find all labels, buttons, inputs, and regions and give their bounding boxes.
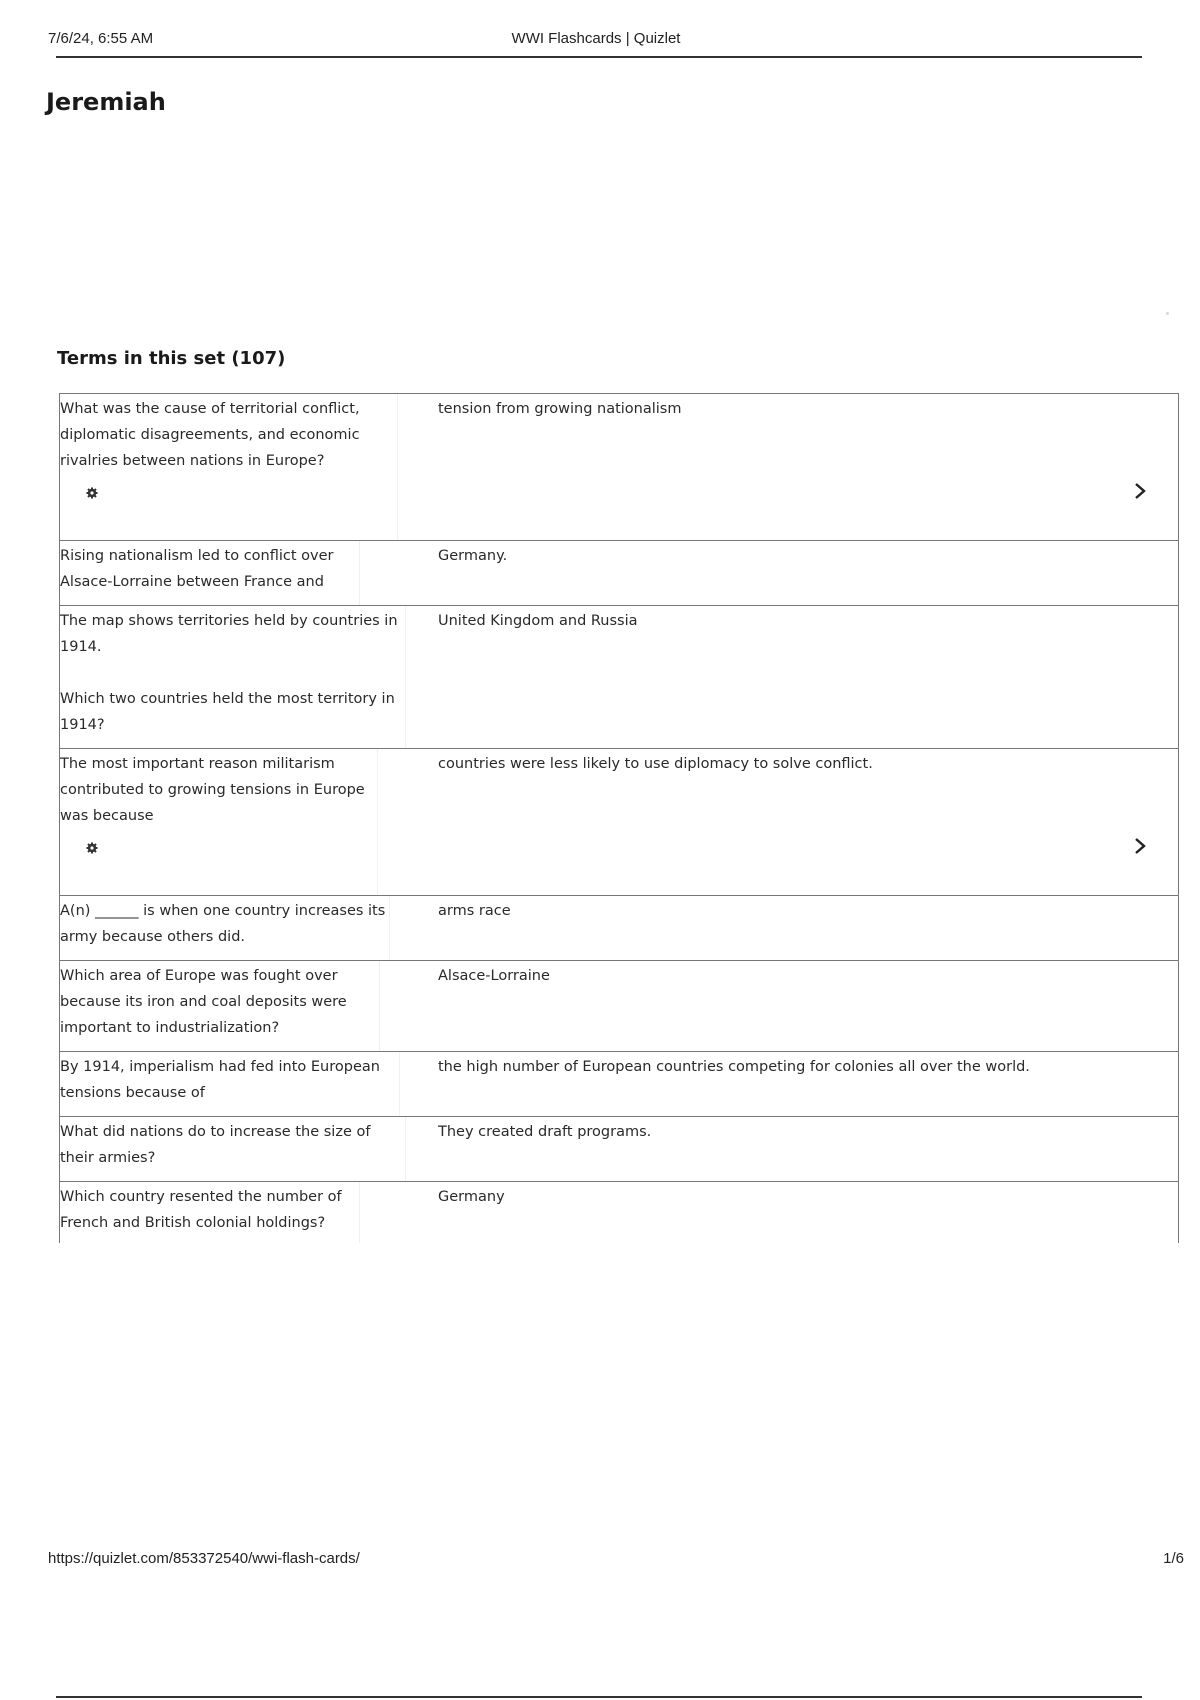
term-text: By 1914, imperialism had fed into European tensions because of bbox=[60, 1052, 400, 1116]
terms-table bbox=[59, 393, 1179, 1243]
definition-text: countries were less likely to use diplomacy to solve conflict. bbox=[438, 756, 873, 772]
definition-text: They created draft programs. bbox=[438, 1124, 652, 1140]
definition-text: United Kingdom and Russia bbox=[438, 613, 638, 629]
term-text: What did nations do to increase the size of their armies? bbox=[60, 1117, 406, 1181]
term-text: A(n) ______ is when one country increases its army because others did. bbox=[60, 896, 390, 960]
term-text: The map shows territories held by countries in 1914. Which two countries held the most territory in 1914? bbox=[60, 606, 406, 748]
decorative-dot bbox=[1166, 312, 1169, 315]
definition-text: arms race bbox=[438, 903, 511, 919]
term-text: What was the cause of territorial conflict, diplomatic disagreements, and economic rivalries between nations in Europe? bbox=[60, 394, 398, 540]
gear-icon bbox=[86, 487, 98, 499]
table-row bbox=[60, 961, 1178, 1052]
page-url: https://quizlet.com/853372540/wwi-flash-cards/ bbox=[48, 1550, 360, 1567]
table-row bbox=[60, 1182, 1178, 1243]
document-title: WWI Flashcards | Quizlet bbox=[511, 30, 681, 47]
user-name: Jeremiah bbox=[46, 88, 166, 116]
table-row bbox=[60, 394, 1178, 541]
print-header bbox=[48, 28, 1144, 58]
print-date: 7/6/24, 6:55 AM bbox=[48, 30, 154, 47]
chevron-right-icon[interactable] bbox=[1133, 482, 1147, 500]
table-row bbox=[60, 749, 1178, 896]
term-text: Which country resented the number of French and British colonial holdings? bbox=[60, 1182, 360, 1243]
definition-text: Germany bbox=[438, 1189, 505, 1205]
term-text: Which area of Europe was fought over because its iron and coal deposits were important to industrialization? bbox=[60, 961, 380, 1051]
definition-text: the high number of European countries competing for colonies all over the world. bbox=[438, 1059, 1030, 1075]
table-row bbox=[60, 606, 1178, 749]
chevron-right-icon[interactable] bbox=[1133, 837, 1147, 855]
page-number: 1/6 bbox=[1163, 1550, 1184, 1567]
table-row bbox=[60, 541, 1178, 606]
definition-text: Germany. bbox=[438, 548, 508, 564]
terms-heading: Terms in this set (107) bbox=[57, 348, 286, 369]
gear-icon bbox=[86, 842, 98, 854]
table-row bbox=[60, 1117, 1178, 1182]
definition-text: Alsace-Lorraine bbox=[438, 968, 550, 984]
header-divider bbox=[56, 56, 1142, 58]
table-row bbox=[60, 1052, 1178, 1117]
definition-text: tension from growing nationalism bbox=[438, 401, 682, 417]
table-row bbox=[60, 896, 1178, 961]
term-text: The most important reason militarism contributed to growing tensions in Europe was because bbox=[60, 749, 378, 895]
footer-divider bbox=[56, 1696, 1142, 1698]
term-text: Rising nationalism led to conflict over Alsace-Lorraine between France and bbox=[60, 541, 360, 605]
